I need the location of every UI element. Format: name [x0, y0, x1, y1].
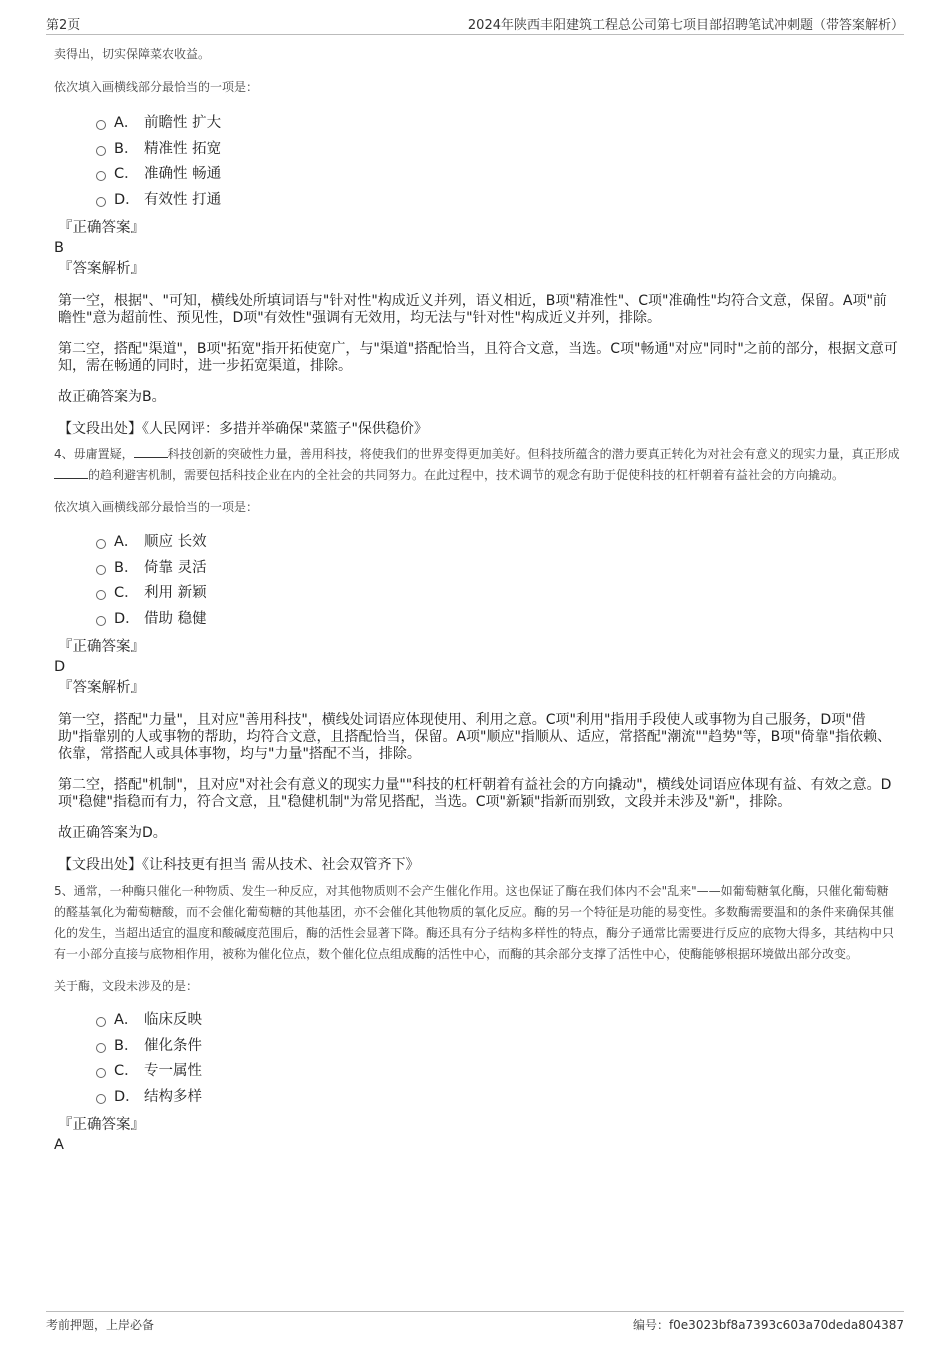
radio-icon[interactable]	[96, 539, 106, 549]
q4-option-c[interactable]: C． 利用 新颖	[54, 581, 900, 607]
q4-passage: 4、毋庸置疑， 科技创新的突破性力量，善用科技，将使我们的世界变得更加美好。但科技所蕴含的潜力要真正转化为对社会有意义的现实力量，真正形成的趋利避害机制，需要包括科技企业在内的全社会的共同努力。在此过程中，技术调节的观念有助于促使科技的杠杆朝着有益社会的方向撬动。	[54, 447, 900, 482]
fill-blank	[134, 447, 168, 458]
q3-analysis-label: 『答案解析』	[58, 261, 145, 277]
radio-icon[interactable]	[96, 565, 106, 575]
q5-option-c[interactable]: C． 专一属性	[54, 1059, 900, 1085]
q4-option-b[interactable]: B． 倚靠 灵活	[54, 556, 900, 582]
q3-passage-tail: 卖得出，切实保障菜农收益。	[54, 47, 211, 61]
document-title: 2024年陕西丰阳建筑工程总公司第七项目部招聘笔试冲刺题（带答案解析）	[467, 18, 904, 33]
radio-icon[interactable]	[96, 197, 106, 207]
q5-passage: 5、通常，一种酶只催化一种物质、发生一种反应，对其他物质则不会产生催化作用。这也保证了酶在我们体内不会"乱来"——如葡萄糖氧化酶，只催化葡萄糖的醛基氧化为葡萄糖酸，而不会催化葡萄糖的其他基团，亦不会催化其他物质的氧化反应。酶的另一个特征是功能的易变性。多数酶需要温和的条件来确保其催化的发生，当超出适宜的温度和酸碱度范围后，酶的活性会显著下降。酶还具有分子结构多样性的特点，酶分子通常比需要进行反应的底物大得多，其结构中只有一小部分直接与底物相作用，被称为催化位点，数个催化位点组成酶的活性中心，而酶的其余部分支撑了活性中心，使酶能够根据环境做出部分改变。	[54, 884, 895, 961]
q3-conclusion: 故正确答案为B。	[58, 389, 166, 405]
q5-answer: A	[54, 1137, 64, 1153]
q3-option-c[interactable]: C． 准确性 畅通	[54, 162, 900, 188]
radio-icon[interactable]	[96, 120, 106, 130]
page-number: 第2页	[46, 18, 81, 33]
q3-prompt: 依次填入画横线部分最恰当的一项是：	[54, 80, 259, 94]
q5-options	[54, 1008, 900, 1110]
document-id: 编号：f0e3023bf8a7393c603a70deda804387	[632, 1318, 904, 1332]
q5-option-a[interactable]: A． 临床反映	[54, 1008, 900, 1034]
q5-answer-label: 『正确答案』	[58, 1117, 145, 1133]
radio-icon[interactable]	[96, 1068, 106, 1078]
q4-analysis-1: 第一空，搭配"力量"，且对应"善用科技"，横线处词语应体现使用、利用之意。C项"利用"指用手段使人或事物为自己服务，D项"借助"指靠别的人或事物的帮助，均符合文意，且搭配恰当，保留。A项"顺应"指顺从、适应，常搭配"潮流""趋势"等，B项"倚靠"指依赖、依靠，常搭配人或具体事物，均与"力量"搭配不当，排除。	[58, 712, 892, 762]
q3-option-a[interactable]: A． 前瞻性 扩大	[54, 111, 900, 137]
radio-icon[interactable]	[96, 1043, 106, 1053]
q4-conclusion: 故正确答案为D。	[58, 825, 167, 841]
q3-options	[54, 111, 900, 213]
q4-answer-label: 『正确答案』	[58, 639, 145, 655]
q4-analysis-2: 第二空，搭配"机制"，且对应"对社会有意义的现实力量""科技的杠杆朝着有益社会的方向撬动"，横线处词语应体现有益、有效之意。D项"稳健"指稳而有力，符合文意，且"稳健机制"为常见搭配，当选。C项"新颖"指新而别致，文段并未涉及"新"，排除。	[58, 777, 892, 810]
q5-option-d[interactable]: D． 结构多样	[54, 1085, 900, 1111]
q4-option-d[interactable]: D． 借助 稳健	[54, 607, 900, 633]
fill-blank	[54, 468, 88, 479]
radio-icon[interactable]	[96, 1094, 106, 1104]
q3-analysis-1: 第一空，根据"、"可知，横线处所填词语与"针对性"构成近义并列，语义相近，B项"精准性"、C项"准确性"均符合文意，保留。A项"前瞻性"意为超前性、预见性，D项"有效性"强调有无效用，均无法与"针对性"构成近义并列，排除。	[58, 293, 887, 326]
page-footer	[46, 1311, 904, 1332]
page-header	[46, 14, 904, 35]
q5-option-b[interactable]: B． 催化条件	[54, 1034, 900, 1060]
q4-source: 【文段出处】《让科技更有担当 需从技术、社会双管齐下》	[58, 857, 420, 873]
q4-options	[54, 530, 900, 632]
q4-analysis-label: 『答案解析』	[58, 680, 145, 696]
q4-option-a[interactable]: A． 顺应 长效	[54, 530, 900, 556]
q3-analysis-2: 第二空，搭配"渠道"，B项"拓宽"指开拓使宽广，与"渠道"搭配恰当，且符合文意，当选。C项"畅通"对应"同时"之前的部分，根据文意可知，需在畅通的同时，进一步拓宽渠道，排除。	[58, 341, 898, 374]
q4-answer: D	[54, 659, 66, 675]
q3-option-b[interactable]: B． 精准性 拓宽	[54, 137, 900, 163]
document-body	[54, 44, 900, 1154]
radio-icon[interactable]	[96, 616, 106, 626]
radio-icon[interactable]	[96, 1017, 106, 1027]
q3-answer-label: 『正确答案』	[58, 220, 145, 236]
q4-prompt: 依次填入画横线部分最恰当的一项是：	[54, 500, 259, 514]
q3-answer: B	[54, 240, 64, 256]
footer-slogan: 考前押题，上岸必备	[46, 1318, 155, 1332]
q5-prompt: 关于酶，文段未涉及的是：	[54, 979, 199, 993]
radio-icon[interactable]	[96, 171, 106, 181]
radio-icon[interactable]	[96, 146, 106, 156]
radio-icon[interactable]	[96, 590, 106, 600]
q3-source: 【文段出处】《人民网评：多措并举确保"菜篮子"保供稳价》	[58, 421, 428, 437]
q3-option-d[interactable]: D． 有效性 打通	[54, 188, 900, 214]
